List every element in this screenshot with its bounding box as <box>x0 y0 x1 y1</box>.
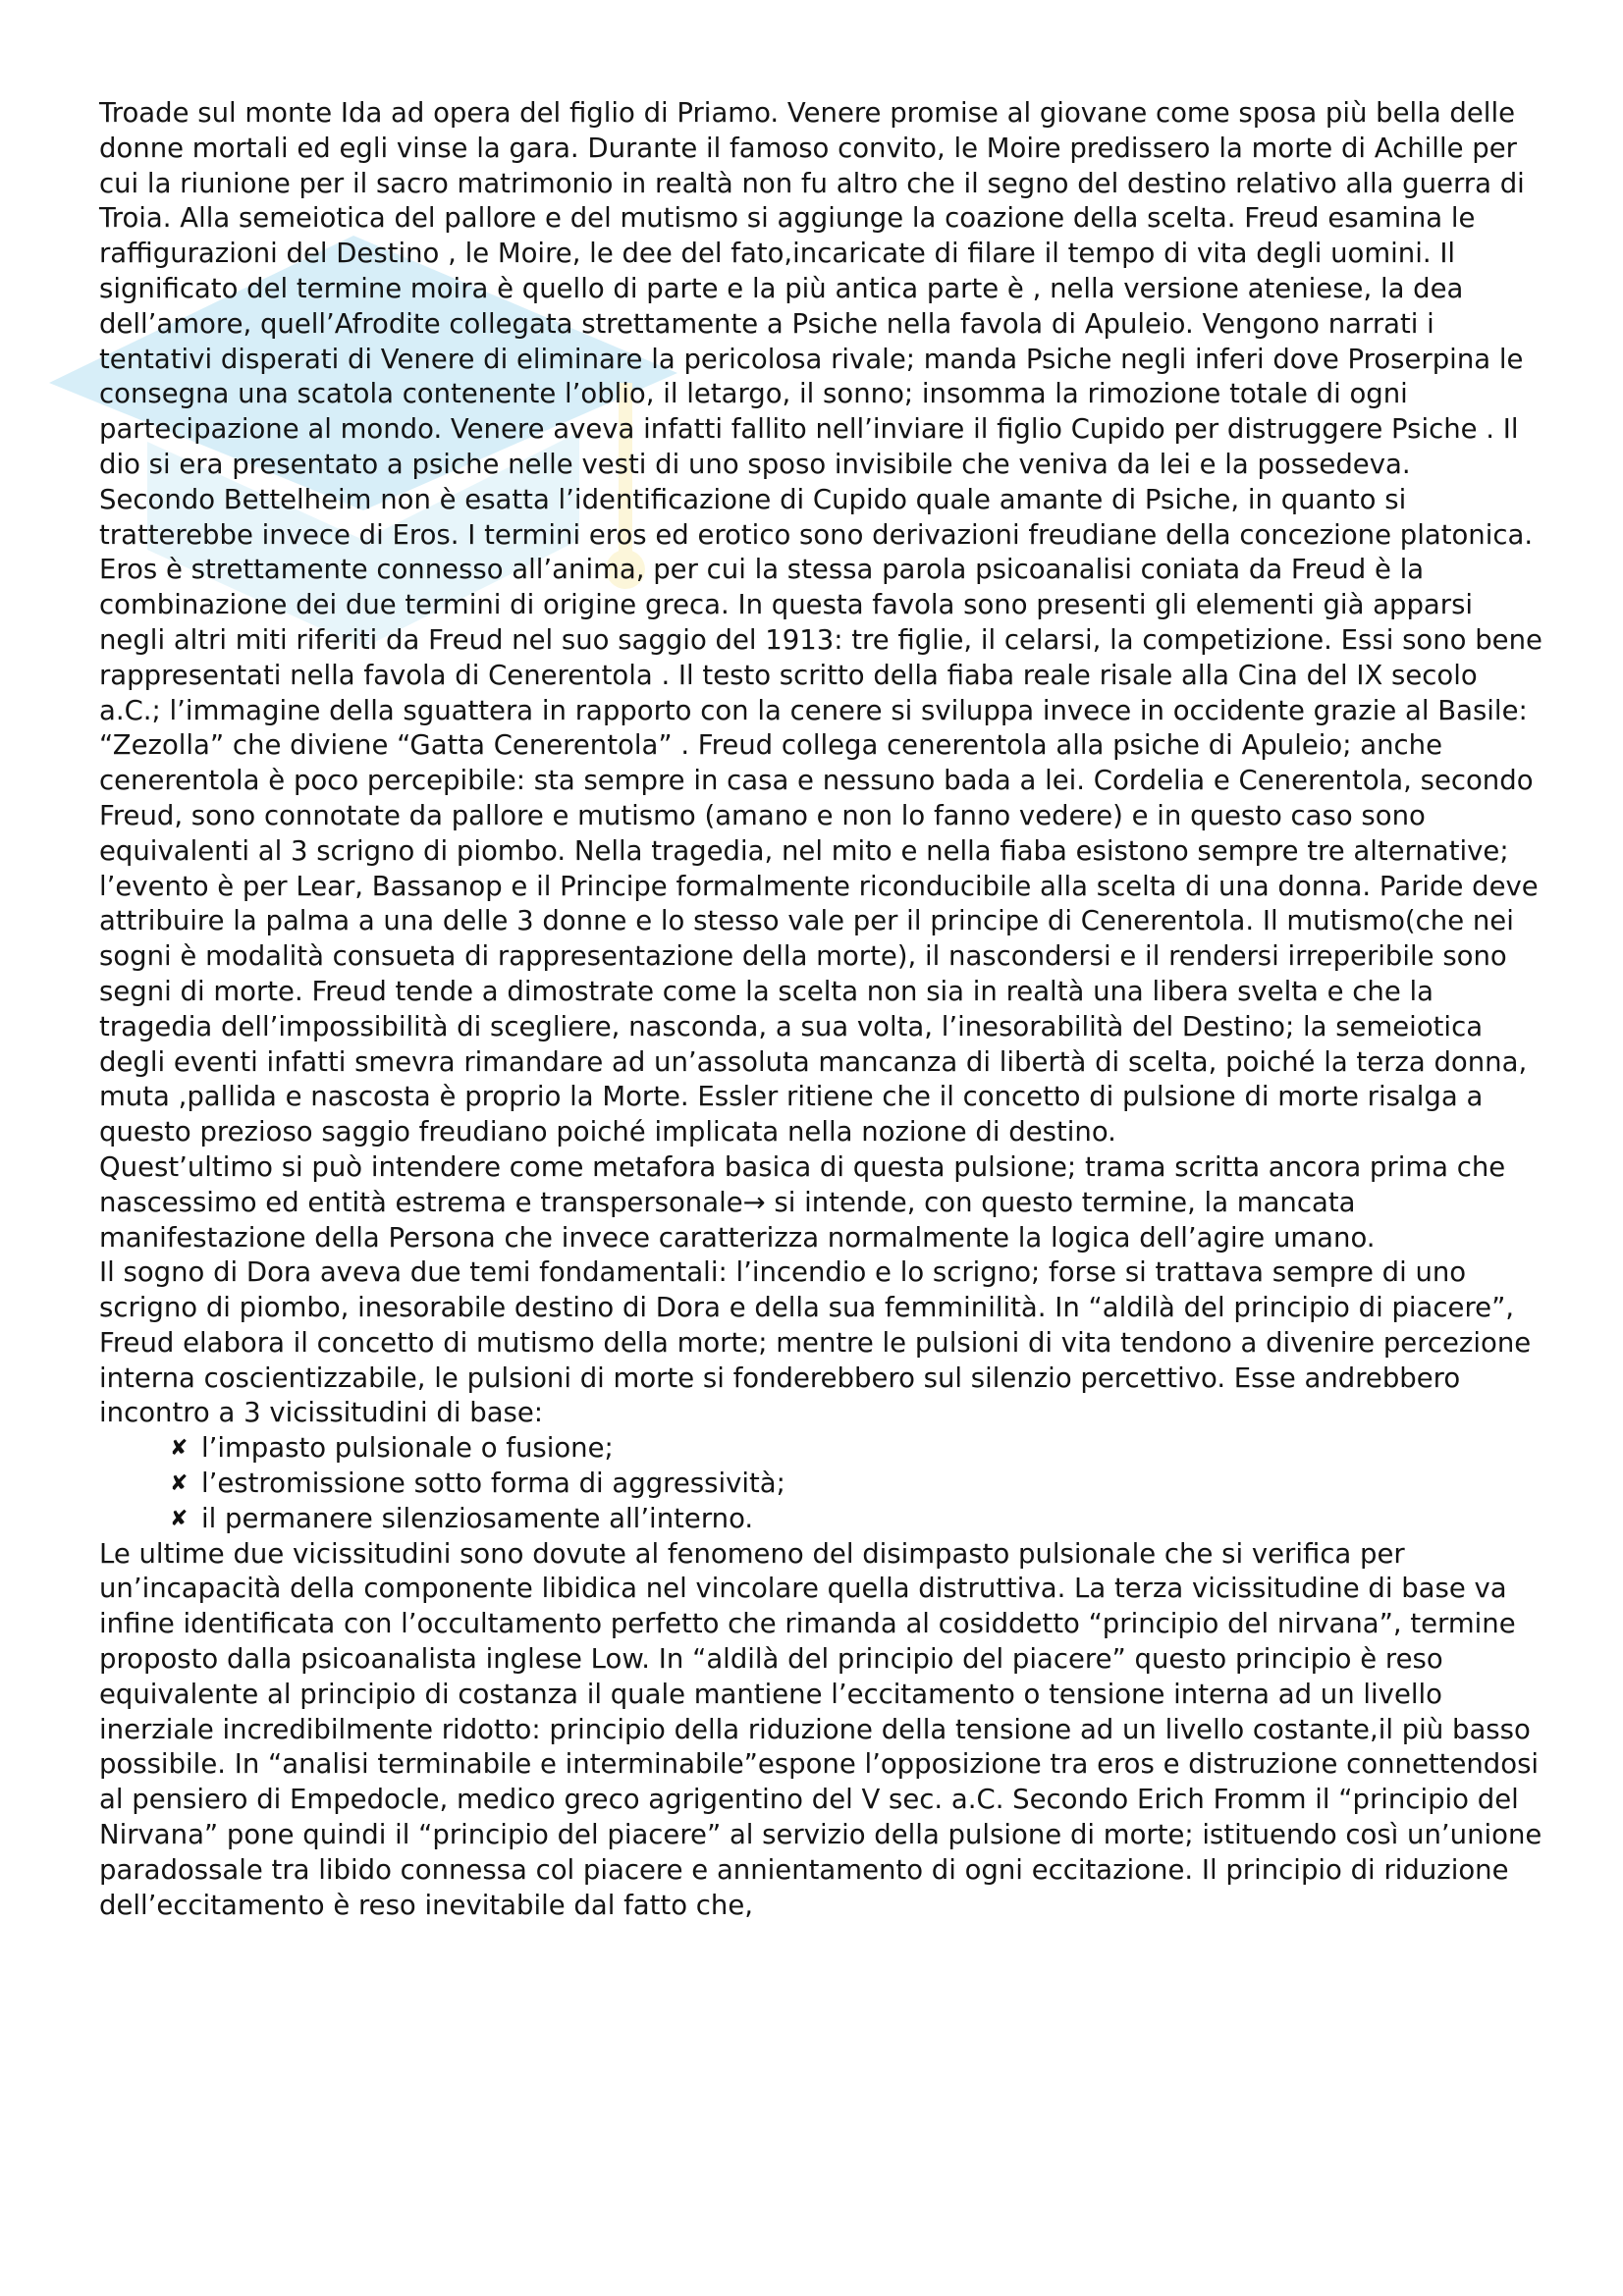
paragraph-4: Il sogno di Dora aveva due temi fondamentali: l’incendio e lo scrigno; forse si trattava sempre di uno scrigno di piombo, inesorabile destino di Dora e della sua femminilità. In “aldilà del principio di piacere”, Freud elabora il concetto di mutismo della morte; mentre le pulsioni di vita tendono a divenire percezione interna coscientizzabile, le pulsioni di morte si fonderebbero sul silenzio percettivo. Esse andrebbero incontro a 3 vicissitudini di base: <box>99 1256 1532 1429</box>
paragraph-2: Secondo Bettelheim non è esatta l’identificazione di Cupido quale amante di Psiche, in quanto si tratterebbe invece di Eros. I termini eros ed erotico sono derivazioni freudiane della concezione platonica. Eros è strettamente connesso all’anima, per cui la stessa parola psicoanalisi coniata da Freud è la combinazione dei due termini di origine greca. In questa favola sono presenti gli elementi già apparsi negli altri miti riferiti da Freud nel suo saggio del 1913: tre figlie, il celarsi, la competizione. Essi sono bene rappresentati nella favola di Cenerentola . Il testo scritto della fiaba reale risale alla Cina del IX secolo a.C.; l’immagine della sguattera in rapporto con la cenere si sviluppa invece in occidente grazie al Basile: “Zezolla” che diviene “Gatta Cenerentola” . Freud collega cenerentola alla psiche di Apuleio; anche cenerentola è poco percepibile: sta sempre in casa e nessuno bada a lei. Cordelia e Cenerentola, secondo Freud, sono connotate da pallore e mutismo (amano e non lo fanno vedere) e in questo caso sono equivalenti al 3 scrigno di piombo. Nella tragedia, nel mito e nella fiaba esistono sempre tre alternative; l’evento è per Lear, Bassanop e il Principe formalmente riconducibile alla scelta di una donna. Paride deve attribuire la palma a una delle 3 donne e lo stesso vale per il principe di Cenerentola. Il mutismo(che nei sogni è modalità consueta di rappresentazione della morte), il nascondersi e il rendersi irreperibile sono segni di morte. Freud tende a dimostrate come la scelta non sia in realtà una libera svelta e che la tragedia dell’impossibilità di scegliere, nasconda, a sua volta, l’inesorabilità del Destino; la semeiotica degli eventi infatti smevra rimandare ad un’assoluta mancanza di libertà di scelta, poiché la terza donna, muta ,pallida e nascosta è proprio la Morte. Essler ritiene che il concetto di pulsione di morte risalga a questo prezioso saggio freudiano poiché implicata nella nozione di destino. <box>99 483 1542 1148</box>
list-item <box>170 1431 1542 1467</box>
document-page <box>99 96 1542 1923</box>
cross-mark-icon: ✘ <box>170 1506 189 1531</box>
list-item <box>170 1502 1542 1537</box>
list-item-text: l’estromissione sotto forma di aggressività; <box>201 1468 785 1500</box>
vicissitudes-list <box>99 1431 1542 1536</box>
list-item <box>170 1467 1542 1502</box>
list-item-text: l’impasto pulsionale o fusione; <box>201 1432 614 1465</box>
paragraph-1: Troade sul monte Ida ad opera del figlio di Priamo. Venere promise al giovane come sposa più bella delle donne mortali ed egli vinse la gara. Durante il famoso convito, le Moire predissero la morte di Achille per cui la riunione per il sacro matrimonio in realtà non fu altro che il segno del destino relativo alla guerra di Troia. Alla semeiotica del pallore e del mutismo si aggiunge la coazione della scelta. Freud esamina le raffigurazioni del Destino , le Moire, le dee del fato,incaricate di filare il tempo di vita degli uomini. Il significato del termine moira è quello di parte e la più antica parte è , nella versione ateniese, la dea dell’amore, quell’Afrodite collegata strettamente a Psiche nella favola di Apuleio. Vengono narrati i tentativi disperati di Venere di eliminare la pericolosa rivale; manda Psiche negli inferi dove Proserpina le consegna una scatola contenente l’oblio, il letargo, il sonno; insomma la rimozione totale di ogni partecipazione al mondo. Venere aveva infatti fallito nell’inviare il figlio Cupido per distruggere Psiche . Il dio si era presentato a psiche nelle vesti di uno sposo invisibile che veniva da lei e la possedeva. <box>99 97 1525 480</box>
paragraph-5: Le ultime due vicissitudini sono dovute al fenomeno del disimpasto pulsionale che si verifica per un’incapacità della componente libidica nel vincolare quella distruttiva. La terza vicissitudine di base va infine identificata con l’occultamento perfetto che rimanda al cosiddetto “principio del nirvana”, termine proposto dalla psicoanalista inglese Low. In “aldilà del principio del piacere” questo principio è reso equivalente al principio di costanza il quale mantiene l’eccitamento o tensione interna ad un livello inerziale incredibilmente ridotto: principio della riduzione della tensione ad un livello costante,il più basso possibile. In “analisi terminabile e interminabile”espone l’opposizione tra eros e distruzione connettendosi al pensiero di Empedocle, medico greco agrigentino del V sec. a.C. Secondo Erich Fromm il “principio del Nirvana” pone quindi il “principio del piacere” al servizio della pulsione di morte; istituendo così un’unione paradossale tra libido connessa col piacere e annientamento di ogni eccitazione. Il principio di riduzione dell’eccitamento è reso inevitabile dal fatto che, <box>99 1537 1542 1921</box>
list-item-text: il permanere silenziosamente all’interno. <box>201 1502 754 1534</box>
cross-mark-icon: ✘ <box>170 1471 189 1497</box>
paragraph-3: Quest’ultimo si può intendere come metafora basica di questa pulsione; trama scritta ancora prima che nascessimo ed entità estrema e transpersonale→ si intende, con questo termine, la mancata manifestazione della Persona che invece caratterizza normalmente la logica dell’agire umano. <box>99 1150 1506 1254</box>
cross-mark-icon: ✘ <box>170 1436 189 1462</box>
